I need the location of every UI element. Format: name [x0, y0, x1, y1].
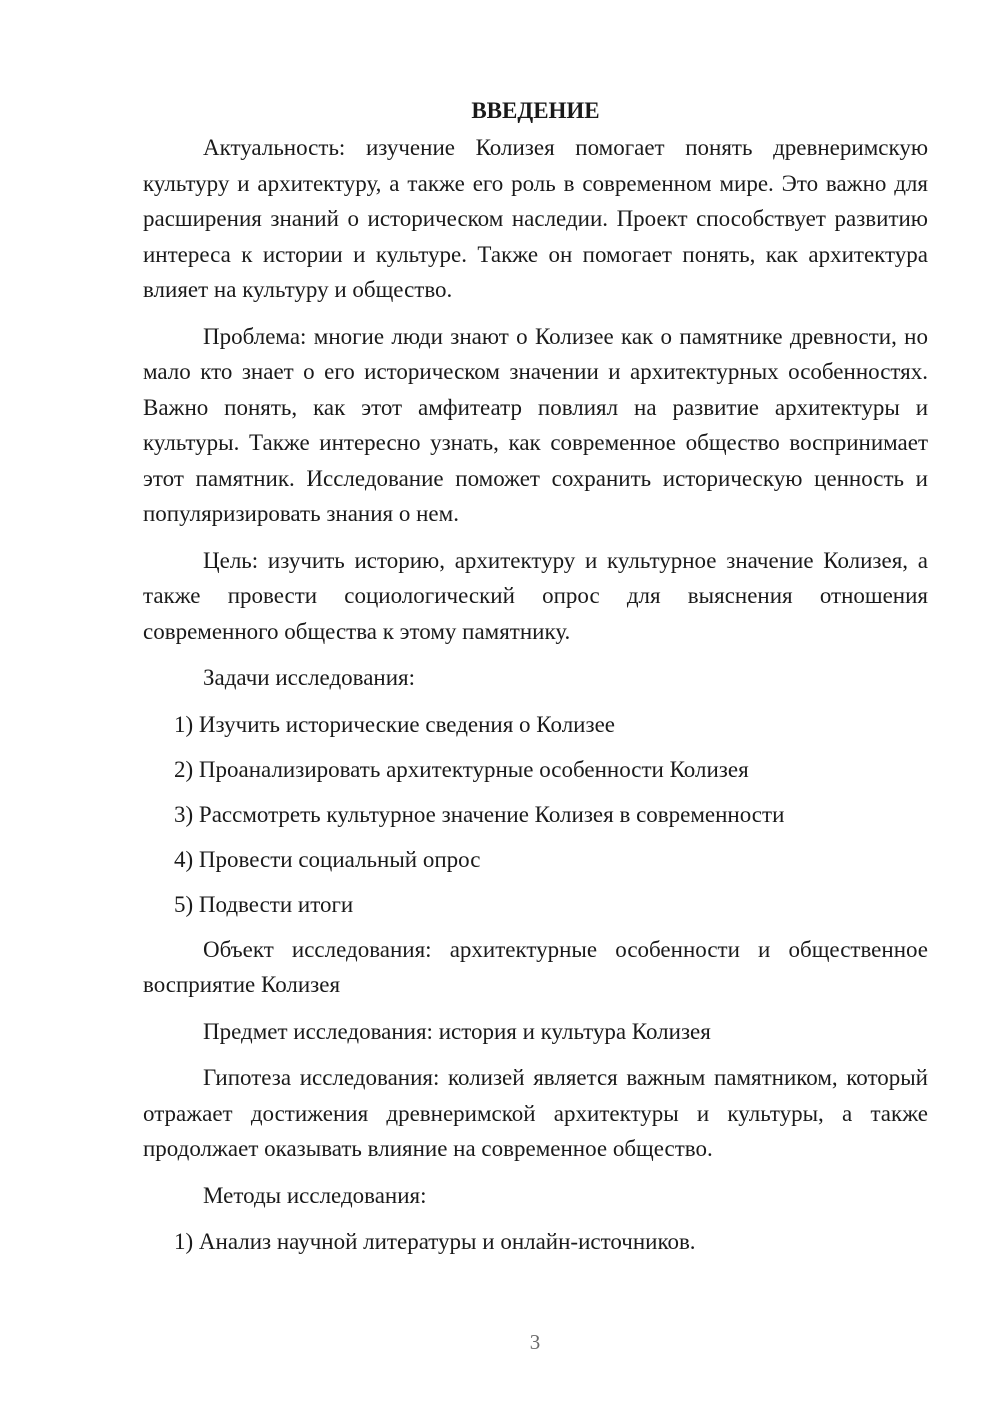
methods-heading: Методы исследования:: [203, 1182, 427, 1208]
list-item: 3) Рассмотреть культурное значение Колизея в современности: [174, 801, 785, 827]
tasks-list: [143, 707, 928, 922]
list-item: 5) Подвести итоги: [174, 891, 354, 917]
list-item: 2) Проанализировать архитектурные особенности Колизея: [174, 756, 749, 782]
page-title: ВВЕДЕНИЕ: [471, 98, 600, 123]
methods-list: [143, 1224, 928, 1259]
list-item: 4) Провести социальный опрос: [174, 846, 481, 872]
paragraph-subject: Предмет исследования: история и культура Колизея: [203, 1018, 711, 1044]
paragraph-problem: Проблема: многие люди знают о Колизее как о памятнике древности, но мало кто знает о его историческом значении и архитектурных особенностях. Важно понять, как этот амфитеатр повлиял на развитие архитектуры и культуры. Также интересно узнать, как современное общество воспринимает этот памятник. Исследование поможет сохранить историческую ценность и популяризировать знания о нем.: [143, 323, 928, 526]
paragraph-relevance: Актуальность: изучение Колизея помогает понять древнеримскую культуру и архитектуру, а также его роль в современном мире. Это важно для расширения знаний о историческом наследии. Проект способствует развитию интереса к истории и культуре. Также он помогает понять, как архитектура влияет на культуру и общество.: [143, 135, 928, 302]
page-content: [143, 92, 928, 1269]
list-item: 1) Изучить исторические сведения о Колизее: [174, 711, 615, 737]
page-number: 3: [529, 1330, 541, 1354]
paragraph-object: Объект исследования: архитектурные особенности и общественное восприятие Колизея: [143, 936, 928, 997]
list-item: 1) Анализ научной литературы и онлайн-источников.: [174, 1229, 696, 1254]
paragraph-goal: Цель: изучить историю, архитектуру и культурное значение Колизея, а также провести социологический опрос для выяснения отношения современного общества к этому памятнику.: [143, 547, 928, 644]
tasks-heading: Задачи исследования:: [203, 665, 416, 690]
paragraph-hypothesis: Гипотеза исследования: колизей является важным памятником, который отражает достижения древнеримской архитектуры и культуры, а также продолжает оказывать влияние на современное общество.: [143, 1065, 928, 1161]
